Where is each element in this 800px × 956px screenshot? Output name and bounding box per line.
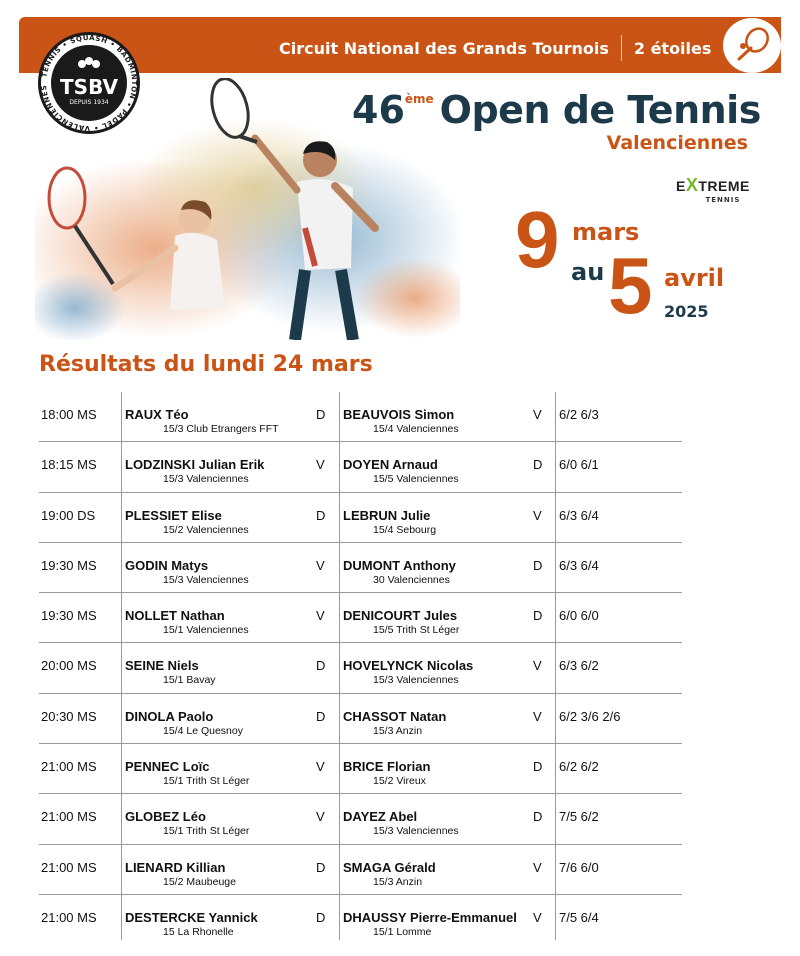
stars-label: 2 étoiles <box>633 38 712 58</box>
player1-result: D <box>316 658 326 674</box>
player1-name: LIENARD Killian <box>125 859 226 875</box>
player1-result: D <box>316 708 326 724</box>
player2-info: 15/3 Valenciennes <box>373 674 459 687</box>
player2-name: DENICOURT Jules <box>343 608 458 624</box>
match-time: 21:00 MS <box>41 909 97 925</box>
player1-name: GLOBEZ Léo <box>125 809 206 825</box>
match-score: 6/0 6/0 <box>559 608 599 624</box>
shuttlecock-icon <box>77 55 101 73</box>
racket-badge <box>723 18 781 73</box>
player2-result: V <box>533 407 542 422</box>
player2-info: 15/3 Anzin <box>373 724 423 737</box>
match-time: 20:00 MS <box>41 658 97 674</box>
player2-info: 15/4 Sebourg <box>373 523 437 536</box>
player1-info: 15/1 Bavay <box>163 674 216 687</box>
logo-text: TSBV <box>60 75 118 99</box>
player1-result: D <box>316 859 326 875</box>
player1-name: SEINE Niels <box>125 658 199 674</box>
match-score: 6/2 3/6 2/6 <box>559 708 621 724</box>
player2-result: V <box>533 658 542 674</box>
match-time: 19:30 MS <box>41 557 97 573</box>
player1-info: 15/3 Valenciennes <box>163 473 249 486</box>
player1-result: D <box>316 909 326 925</box>
player2-result: V <box>533 909 542 925</box>
player1-result: V <box>316 809 325 825</box>
match-time: 21:00 MS <box>41 859 97 875</box>
edition-number: 46 <box>352 88 405 132</box>
table-row <box>39 392 682 442</box>
player2-name: CHASSOT Natan <box>343 708 447 724</box>
player2-name: BRICE Florian <box>343 759 431 775</box>
player2-result: V <box>533 859 542 875</box>
player2-name: LEBRUN Julie <box>343 507 431 523</box>
player1-info: 15/3 Valenciennes <box>163 573 249 586</box>
end-day: 5 <box>608 241 653 330</box>
player1-result: V <box>316 457 325 473</box>
end-month: avril <box>664 264 725 292</box>
player2-result: D <box>533 557 543 573</box>
match-score: 6/3 6/2 <box>559 658 599 674</box>
player1-name: PLESSIET Elise <box>125 507 222 523</box>
match-score: 7/5 6/2 <box>559 809 599 825</box>
match-score: 6/3 6/4 <box>559 557 599 573</box>
tournament-name: Open de Tennis <box>439 88 761 132</box>
player1-info: 15/1 Trith St Léger <box>163 825 250 838</box>
player1-result: V <box>316 608 325 624</box>
date-connector: au <box>571 258 605 286</box>
match-time: 18:15 MS <box>41 457 97 473</box>
table-row <box>39 845 682 895</box>
tennis-racket-icon <box>731 26 773 66</box>
match-time: 21:00 MS <box>41 759 97 775</box>
player2-name: DUMONT Anthony <box>343 557 456 573</box>
player2-name: HOVELYNCK Nicolas <box>343 658 474 674</box>
edition-suffix: ème <box>404 92 434 106</box>
sponsor-sub: TENNIS <box>705 196 741 204</box>
logo-founded: DEPUIS 1934 <box>69 99 109 106</box>
table-row <box>39 442 682 492</box>
player2-name: BEAUVOIS Simon <box>343 407 455 422</box>
match-score: 6/3 6/4 <box>559 507 599 523</box>
player1-result: D <box>316 407 326 422</box>
start-month: mars <box>572 218 640 246</box>
match-time: 21:00 MS <box>41 809 97 825</box>
table-row <box>39 643 682 693</box>
player2-info: 15/2 Vireux <box>373 775 426 788</box>
player2-info: 15/3 Anzin <box>373 875 423 888</box>
player1-info: 15/2 Maubeuge <box>163 875 236 888</box>
table-row <box>39 493 682 543</box>
logo-ring-text: TENNIS • SQUASH • BADMINTON • PADEL • VALENCIENNES <box>39 33 139 133</box>
player1-result: V <box>316 759 325 775</box>
match-score: 6/0 6/1 <box>559 457 599 473</box>
player1-info: 15/4 Le Quesnoy <box>163 724 243 737</box>
player1-name: DESTERCKE Yannick <box>125 909 258 925</box>
player1-result: D <box>316 507 326 523</box>
player2-result: V <box>533 708 542 724</box>
match-time: 19:00 DS <box>41 507 96 523</box>
tournament-title <box>352 88 761 132</box>
player2-info: 15/5 Valenciennes <box>373 473 459 486</box>
table-row <box>39 895 682 945</box>
match-score: 7/5 6/4 <box>559 909 599 925</box>
player2-result: D <box>533 809 543 825</box>
player2-result: V <box>533 507 542 523</box>
player2-info: 15/4 Valenciennes <box>373 423 459 435</box>
table-row <box>39 593 682 643</box>
player2-name: DHAUSSY Pierre-Emmanuel <box>343 909 517 925</box>
circuit-label: Circuit National des Grands Tournois <box>279 38 609 58</box>
player2-name: DAYEZ Abel <box>343 809 418 825</box>
table-row <box>39 543 682 593</box>
player1-info: 15/1 Trith St Léger <box>163 775 250 788</box>
player2-info: 30 Valenciennes <box>373 573 450 586</box>
player1-name: LODZINSKI Julian Erik <box>125 457 265 473</box>
player1-name: PENNEC Loïc <box>125 759 210 775</box>
match-score: 6/2 6/2 <box>559 759 599 775</box>
player1-name: NOLLET Nathan <box>125 608 225 624</box>
results-table <box>39 392 682 945</box>
player2-name: SMAGA Gérald <box>343 859 436 875</box>
table-row <box>39 794 682 844</box>
results-title: Résultats du lundi 24 mars <box>39 352 373 377</box>
tournament-city: Valenciennes <box>606 132 748 154</box>
player1-info: 15/2 Valenciennes <box>163 523 249 536</box>
match-time: 19:30 MS <box>41 608 97 624</box>
match-time: 18:00 MS <box>41 407 97 422</box>
player1-info: 15/3 Club Etrangers FFT <box>163 423 279 435</box>
results-rows <box>39 392 682 945</box>
sponsor-name: EXTREME <box>676 175 750 195</box>
banner-divider <box>621 35 622 61</box>
sponsor-logo <box>676 175 750 204</box>
player1-info: 15/1 Valenciennes <box>163 624 249 637</box>
table-row <box>39 694 682 744</box>
match-score: 6/2 6/3 <box>559 407 599 422</box>
player2-result: D <box>533 759 543 775</box>
player2-info: 15/3 Valenciennes <box>373 825 459 838</box>
player1-name: GODIN Matys <box>125 557 209 573</box>
banner-text <box>279 35 711 61</box>
player1-name: DINOLA Paolo <box>125 708 214 724</box>
year: 2025 <box>664 302 709 321</box>
player1-result: V <box>316 557 325 573</box>
start-day: 9 <box>515 195 560 284</box>
player2-result: D <box>533 457 543 473</box>
player2-name: DOYEN Arnaud <box>343 457 438 473</box>
player1-name: RAUX Téo <box>125 407 189 422</box>
match-time: 20:30 MS <box>41 708 97 724</box>
player2-info: 15/1 Lomme <box>373 925 432 938</box>
player2-result: D <box>533 608 543 624</box>
player2-info: 15/5 Trith St Léger <box>373 624 460 637</box>
player1-info: 15 La Rhonelle <box>163 925 234 938</box>
match-score: 7/6 6/0 <box>559 859 599 875</box>
table-row <box>39 744 682 794</box>
